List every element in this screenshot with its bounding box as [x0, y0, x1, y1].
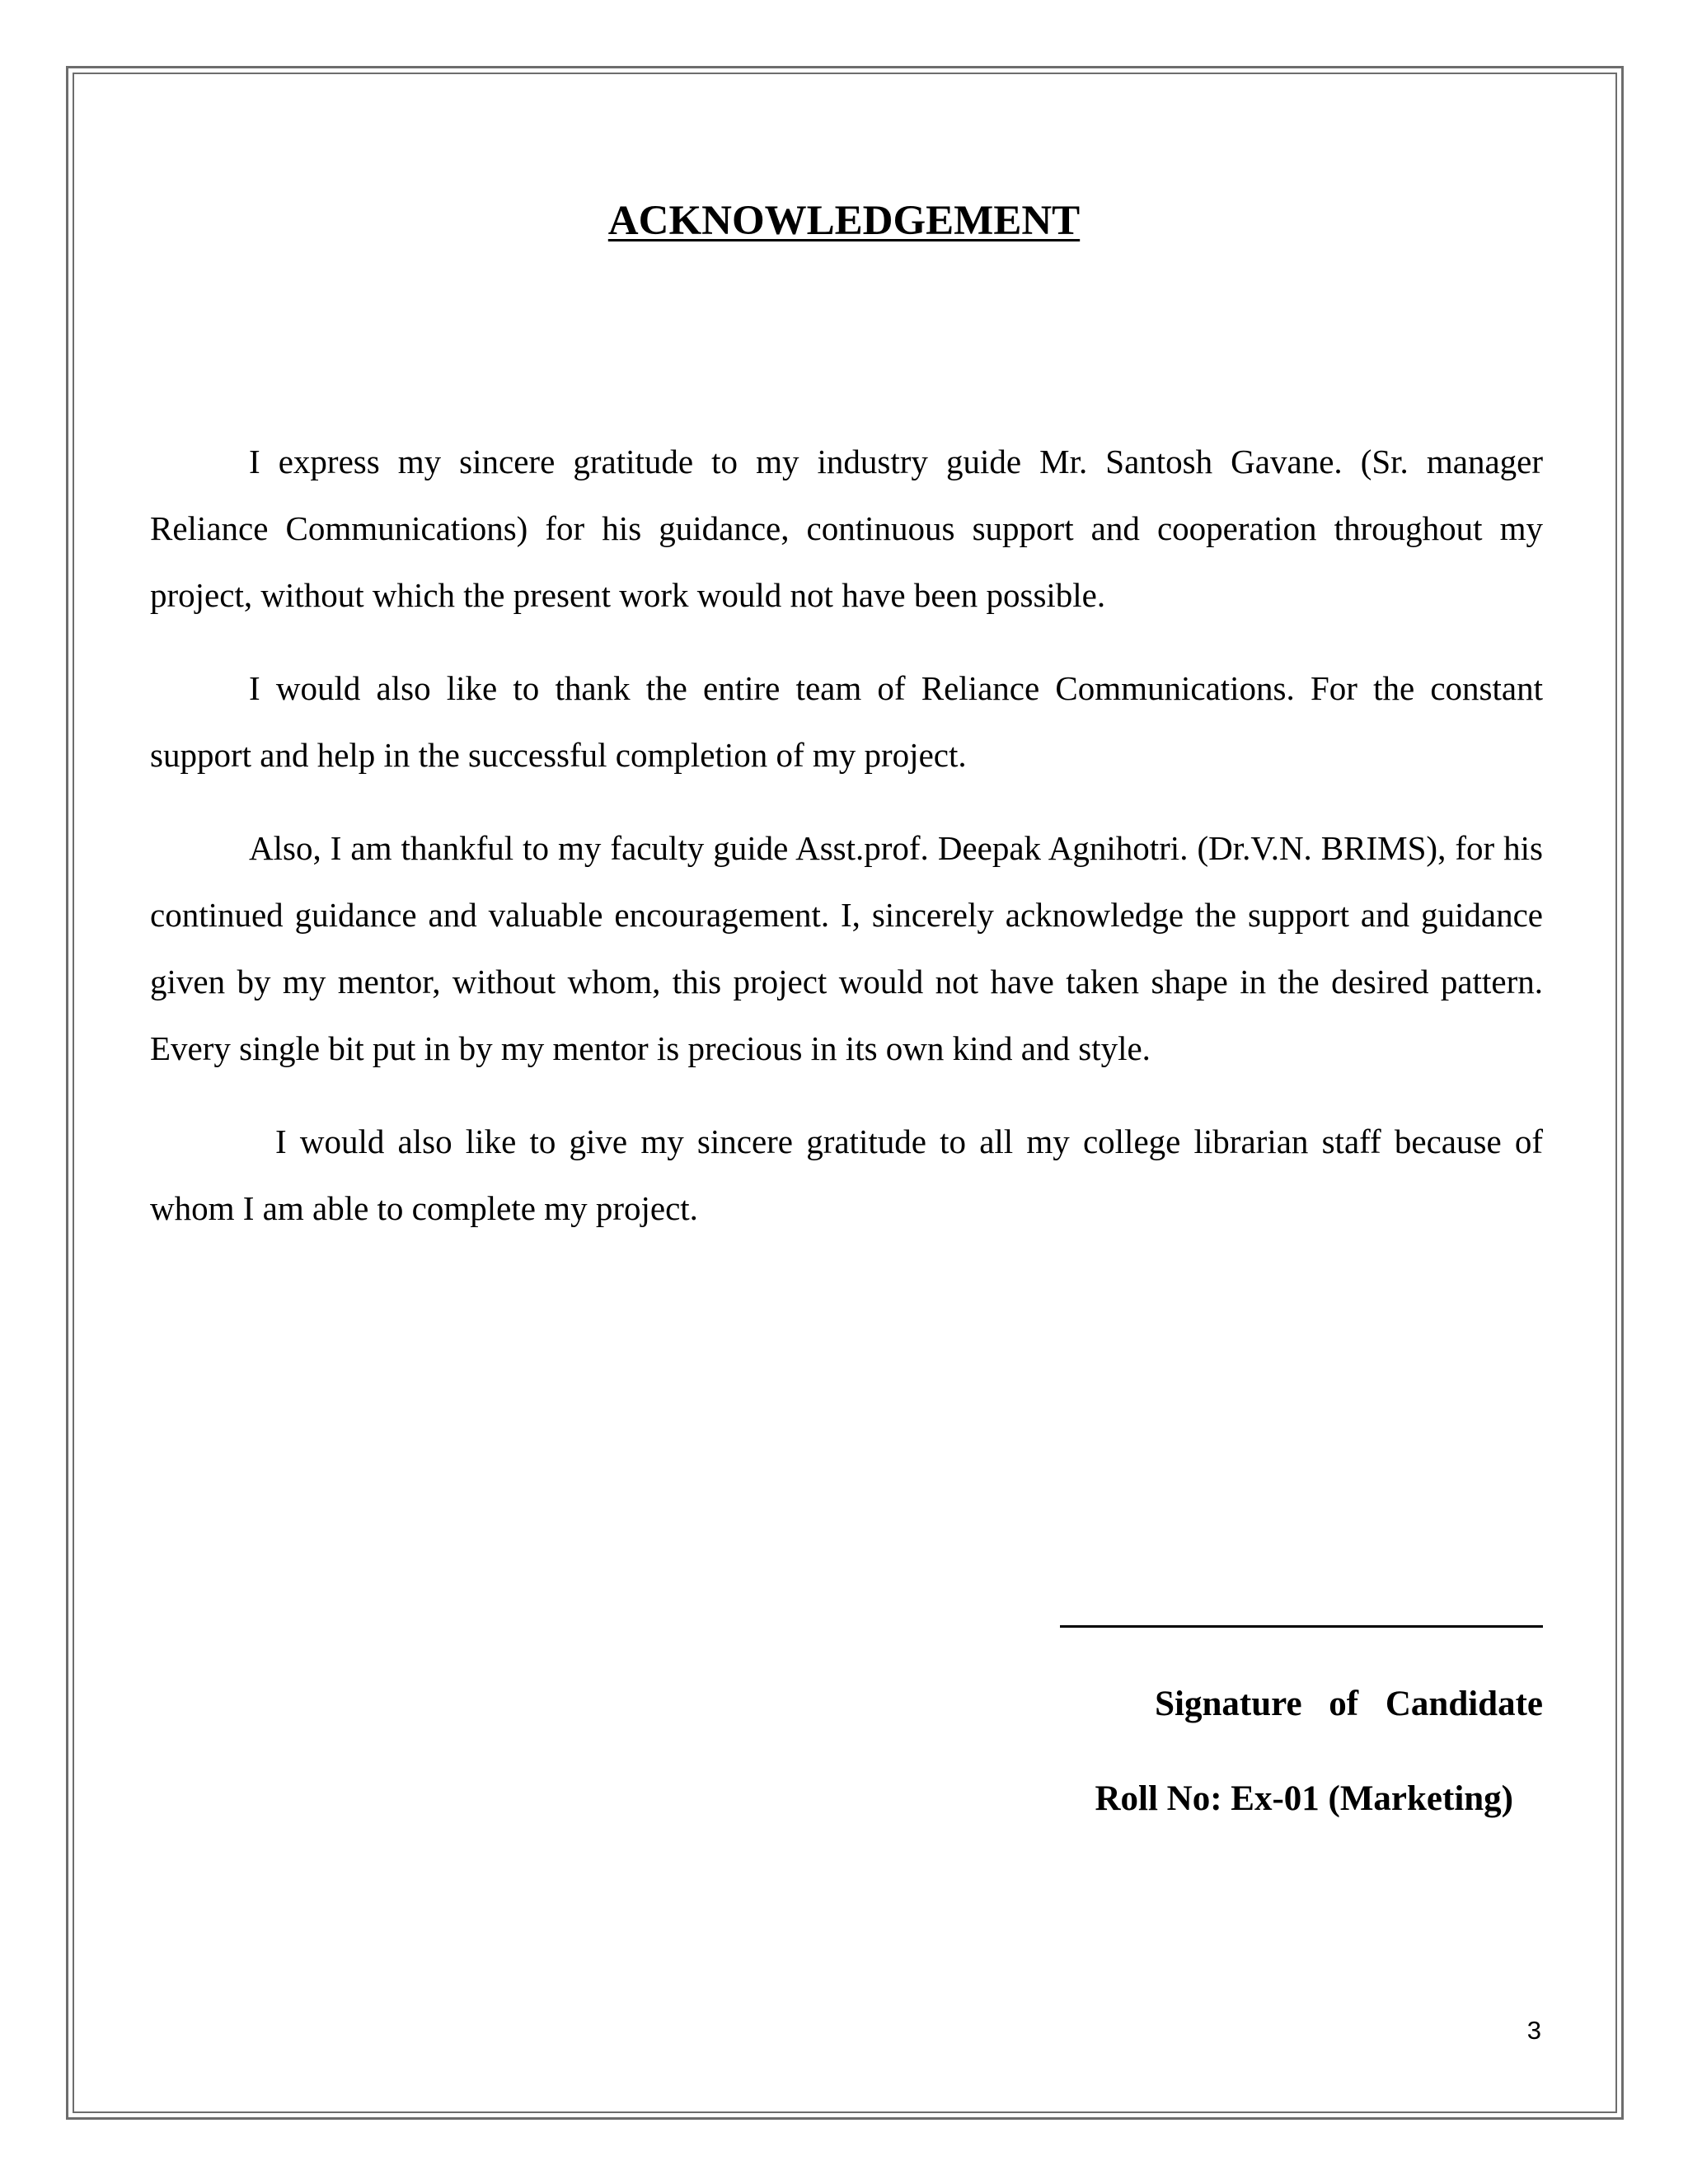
paragraph-librarian-staff: I would also like to give my sincere gratitude to all my college librarian staff because of whom I am able to complete my project. — [150, 1122, 1543, 1227]
roll-number: Roll No: Ex-01 (Marketing) — [1095, 1779, 1513, 1818]
paragraph-industry-guide: I express my sincere gratitude to my industry guide Mr. Santosh Gavane. (Sr. manager Reliance Communications) for his guidance, continuous support and cooperation throughout my project, without which the present work would not have been possible. — [150, 443, 1543, 614]
acknowledgement-body — [150, 429, 1543, 1268]
page-title: ACKNOWLEDGEMENT — [607, 198, 1081, 244]
page-number: 3 — [1526, 2016, 1541, 2045]
signature-line — [1060, 1625, 1543, 1628]
paragraph-faculty-guide: Also, I am thankful to my faculty guide Asst.prof. Deepak Agnihotri. (Dr.V.N. BRIMS), for his continued guidance and valuable encouragement. I, sincerely acknowledge the support and guidance given by my mentor, without whom, this project would not have taken shape in the desired pattern. Every single bit put in by my mentor is precious in its own kind and style. — [150, 829, 1543, 1067]
signature-label: Signature of Candidate — [1155, 1685, 1543, 1723]
paragraph-team-thanks: I would also like to thank the entire team of Reliance Communications. For the constant support and help in the successful completion of my project. — [150, 669, 1543, 774]
